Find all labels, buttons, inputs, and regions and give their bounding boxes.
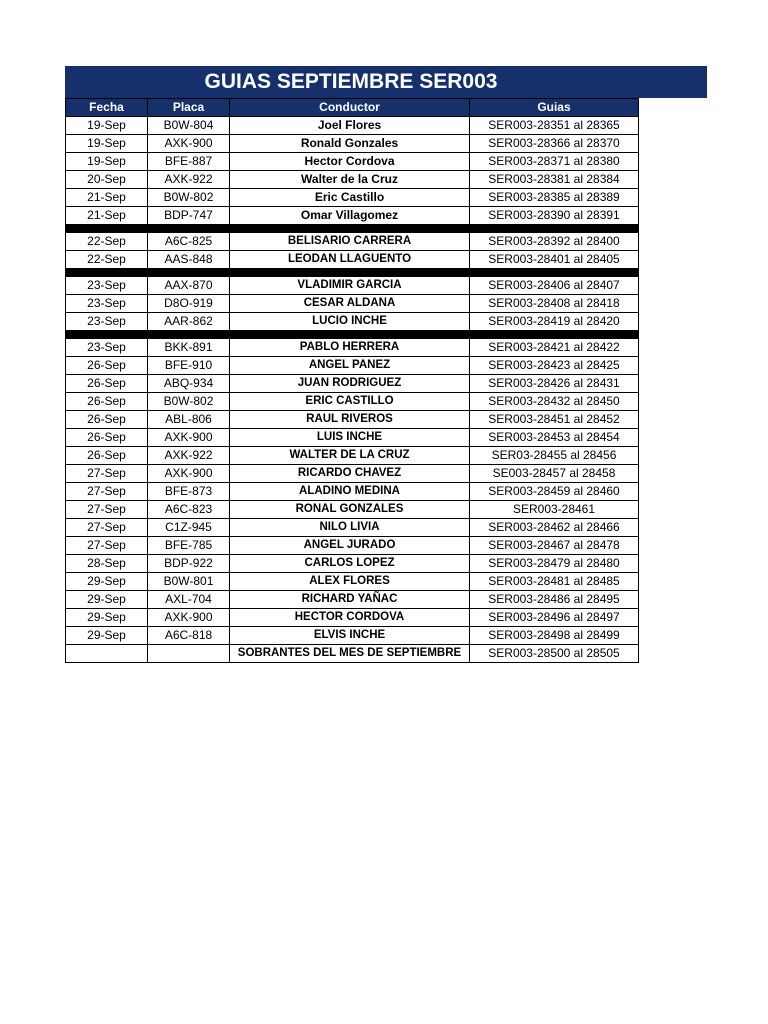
- separator-bar: [66, 269, 639, 277]
- cell-fecha: 21-Sep: [66, 189, 148, 207]
- cell-placa: AAX-870: [148, 277, 230, 295]
- cell-placa: AAR-862: [148, 313, 230, 331]
- cell-guias: SER003-28500 al 28505: [470, 645, 639, 663]
- cell-placa: B0W-802: [148, 189, 230, 207]
- cell-fecha: 29-Sep: [66, 591, 148, 609]
- cell-fecha: 28-Sep: [66, 555, 148, 573]
- cell-placa: AXK-922: [148, 171, 230, 189]
- sheet-title: GUIAS SEPTIEMBRE SER003: [204, 70, 498, 93]
- cell-conductor: CARLOS LOPEZ: [230, 555, 470, 573]
- cell-placa: D8O-919: [148, 295, 230, 313]
- cell-placa: AAS-848: [148, 251, 230, 269]
- cell-conductor: Omar Villagomez: [230, 207, 470, 225]
- cell-guias: SER003-28479 al 28480: [470, 555, 639, 573]
- cell-placa: AXK-900: [148, 465, 230, 483]
- table-row: [66, 411, 639, 429]
- cell-fecha: 29-Sep: [66, 573, 148, 591]
- cell-placa: AXK-922: [148, 447, 230, 465]
- cell-fecha: 29-Sep: [66, 609, 148, 627]
- group-separator: [66, 225, 639, 233]
- cell-guias: SER003-28392 al 28400: [470, 233, 639, 251]
- cell-fecha: 22-Sep: [66, 251, 148, 269]
- cell-placa: AXK-900: [148, 429, 230, 447]
- cell-conductor: HECTOR CORDOVA: [230, 609, 470, 627]
- cell-conductor: WALTER DE LA CRUZ: [230, 447, 470, 465]
- cell-guias: SER003-28432 al 28450: [470, 393, 639, 411]
- cell-guias: SER003-28390 al 28391: [470, 207, 639, 225]
- cell-fecha: 20-Sep: [66, 171, 148, 189]
- table-row: [66, 251, 639, 269]
- table-row: [66, 627, 639, 645]
- cell-guias: SER003-28481 al 28485: [470, 573, 639, 591]
- cell-fecha: 23-Sep: [66, 277, 148, 295]
- cell-guias: SER003-28496 al 28497: [470, 609, 639, 627]
- cell-guias: SER003-28419 al 28420: [470, 313, 639, 331]
- table-row: [66, 519, 639, 537]
- cell-fecha: 27-Sep: [66, 501, 148, 519]
- header-row: [66, 99, 639, 117]
- table-row: [66, 171, 639, 189]
- cell-guias: SER003-28366 al 28370: [470, 135, 639, 153]
- table-row: [66, 313, 639, 331]
- table-row: [66, 429, 639, 447]
- cell-conductor: RONAL GONZALES: [230, 501, 470, 519]
- table-body: [66, 117, 639, 663]
- table-row: [66, 465, 639, 483]
- cell-placa: ABL-806: [148, 411, 230, 429]
- cell-placa: A6C-825: [148, 233, 230, 251]
- cell-placa: [148, 645, 230, 663]
- cell-placa: BFE-887: [148, 153, 230, 171]
- cell-fecha: [66, 645, 148, 663]
- column-header-placa: Placa: [148, 99, 230, 117]
- cell-conductor: VLADIMIR GARCIA: [230, 277, 470, 295]
- cell-conductor: Hector Cordova: [230, 153, 470, 171]
- cell-conductor: ERIC CASTILLO: [230, 393, 470, 411]
- cell-guias: SER003-28423 al 28425: [470, 357, 639, 375]
- table-row: [66, 609, 639, 627]
- table-row: [66, 339, 639, 357]
- cell-fecha: 21-Sep: [66, 207, 148, 225]
- cell-placa: B0W-804: [148, 117, 230, 135]
- table-row: [66, 447, 639, 465]
- cell-conductor: Eric Castillo: [230, 189, 470, 207]
- cell-guias: SER003-28381 al 28384: [470, 171, 639, 189]
- title-bar: [65, 66, 707, 98]
- separator-bar: [66, 225, 639, 233]
- cell-guias: SER003-28406 al 28407: [470, 277, 639, 295]
- cell-placa: A6C-823: [148, 501, 230, 519]
- cell-fecha: 26-Sep: [66, 393, 148, 411]
- cell-guias: SER003-28498 al 28499: [470, 627, 639, 645]
- cell-guias: SER003-28461: [470, 501, 639, 519]
- table-row: [66, 189, 639, 207]
- guias-table: [65, 98, 639, 663]
- cell-guias: SER003-28385 al 28389: [470, 189, 639, 207]
- cell-guias: SER003-28371 al 28380: [470, 153, 639, 171]
- cell-fecha: 19-Sep: [66, 135, 148, 153]
- cell-fecha: 27-Sep: [66, 537, 148, 555]
- column-header-guias: Guias: [470, 99, 639, 117]
- cell-guias: SER003-28467 al 28478: [470, 537, 639, 555]
- group-separator: [66, 269, 639, 277]
- cell-fecha: 19-Sep: [66, 153, 148, 171]
- cell-conductor: Joel Flores: [230, 117, 470, 135]
- cell-guias: SER003-28421 al 28422: [470, 339, 639, 357]
- cell-fecha: 23-Sep: [66, 339, 148, 357]
- table-row: [66, 537, 639, 555]
- table-row: [66, 645, 639, 663]
- cell-fecha: 27-Sep: [66, 465, 148, 483]
- cell-placa: AXL-704: [148, 591, 230, 609]
- cell-placa: ABQ-934: [148, 375, 230, 393]
- cell-fecha: 26-Sep: [66, 411, 148, 429]
- cell-placa: AXK-900: [148, 135, 230, 153]
- cell-conductor: NILO LIVIA: [230, 519, 470, 537]
- separator-bar: [66, 331, 639, 339]
- cell-placa: B0W-801: [148, 573, 230, 591]
- cell-fecha: 27-Sep: [66, 519, 148, 537]
- table-row: [66, 501, 639, 519]
- cell-conductor: ANGEL PANEZ: [230, 357, 470, 375]
- cell-conductor: BELISARIO CARRERA: [230, 233, 470, 251]
- cell-conductor: RICARDO CHAVEZ: [230, 465, 470, 483]
- cell-guias: SER003-28451 al 28452: [470, 411, 639, 429]
- cell-conductor: PABLO HERRERA: [230, 339, 470, 357]
- table-row: [66, 573, 639, 591]
- cell-fecha: 19-Sep: [66, 117, 148, 135]
- cell-guias: SE003-28457 al 28458: [470, 465, 639, 483]
- table-row: [66, 591, 639, 609]
- cell-fecha: 27-Sep: [66, 483, 148, 501]
- cell-fecha: 26-Sep: [66, 357, 148, 375]
- cell-placa: AXK-900: [148, 609, 230, 627]
- table-row: [66, 357, 639, 375]
- table-row: [66, 555, 639, 573]
- table-row: [66, 135, 639, 153]
- cell-conductor: ANGEL JURADO: [230, 537, 470, 555]
- cell-fecha: 23-Sep: [66, 313, 148, 331]
- cell-conductor: LUCIO INCHE: [230, 313, 470, 331]
- column-header-fecha: Fecha: [66, 99, 148, 117]
- table-row: [66, 295, 639, 313]
- cell-placa: A6C-818: [148, 627, 230, 645]
- cell-placa: BDP-747: [148, 207, 230, 225]
- cell-placa: B0W-802: [148, 393, 230, 411]
- cell-conductor: Walter de la Cruz: [230, 171, 470, 189]
- cell-guias: SER003-28426 al 28431: [470, 375, 639, 393]
- cell-fecha: 22-Sep: [66, 233, 148, 251]
- cell-fecha: 26-Sep: [66, 375, 148, 393]
- cell-conductor: RICHARD YAÑAC: [230, 591, 470, 609]
- cell-placa: BFE-910: [148, 357, 230, 375]
- cell-fecha: 26-Sep: [66, 447, 148, 465]
- table-row: [66, 375, 639, 393]
- cell-guias: SER003-28459 al 28460: [470, 483, 639, 501]
- cell-conductor: ELVIS INCHE: [230, 627, 470, 645]
- cell-fecha: 26-Sep: [66, 429, 148, 447]
- group-separator: [66, 331, 639, 339]
- cell-guias: SER003-28486 al 28495: [470, 591, 639, 609]
- cell-conductor: JUAN RODRIGUEZ: [230, 375, 470, 393]
- cell-conductor: Ronald Gonzales: [230, 135, 470, 153]
- cell-guias: SER003-28351 al 28365: [470, 117, 639, 135]
- table-row: [66, 393, 639, 411]
- cell-guias: SER003-28462 al 28466: [470, 519, 639, 537]
- table-row: [66, 277, 639, 295]
- cell-guias: SER003-28408 al 28418: [470, 295, 639, 313]
- table-row: [66, 207, 639, 225]
- cell-placa: BKK-891: [148, 339, 230, 357]
- cell-placa: BDP-922: [148, 555, 230, 573]
- cell-conductor: SOBRANTES DEL MES DE SEPTIEMBRE: [230, 645, 470, 663]
- table-row: [66, 153, 639, 171]
- cell-conductor: ALADINO MEDINA: [230, 483, 470, 501]
- cell-placa: BFE-785: [148, 537, 230, 555]
- cell-conductor: LUIS INCHE: [230, 429, 470, 447]
- cell-conductor: CESAR ALDANA: [230, 295, 470, 313]
- cell-guias: SER003-28453 al 28454: [470, 429, 639, 447]
- column-header-conductor: Conductor: [230, 99, 470, 117]
- cell-fecha: 29-Sep: [66, 627, 148, 645]
- cell-conductor: ALEX FLORES: [230, 573, 470, 591]
- table-row: [66, 117, 639, 135]
- table-row: [66, 233, 639, 251]
- cell-guias: SER03-28455 al 28456: [470, 447, 639, 465]
- cell-guias: SER003-28401 al 28405: [470, 251, 639, 269]
- cell-placa: C1Z-945: [148, 519, 230, 537]
- cell-conductor: LEODAN LLAGUENTO: [230, 251, 470, 269]
- cell-conductor: RAUL RIVEROS: [230, 411, 470, 429]
- cell-placa: BFE-873: [148, 483, 230, 501]
- table-row: [66, 483, 639, 501]
- cell-fecha: 23-Sep: [66, 295, 148, 313]
